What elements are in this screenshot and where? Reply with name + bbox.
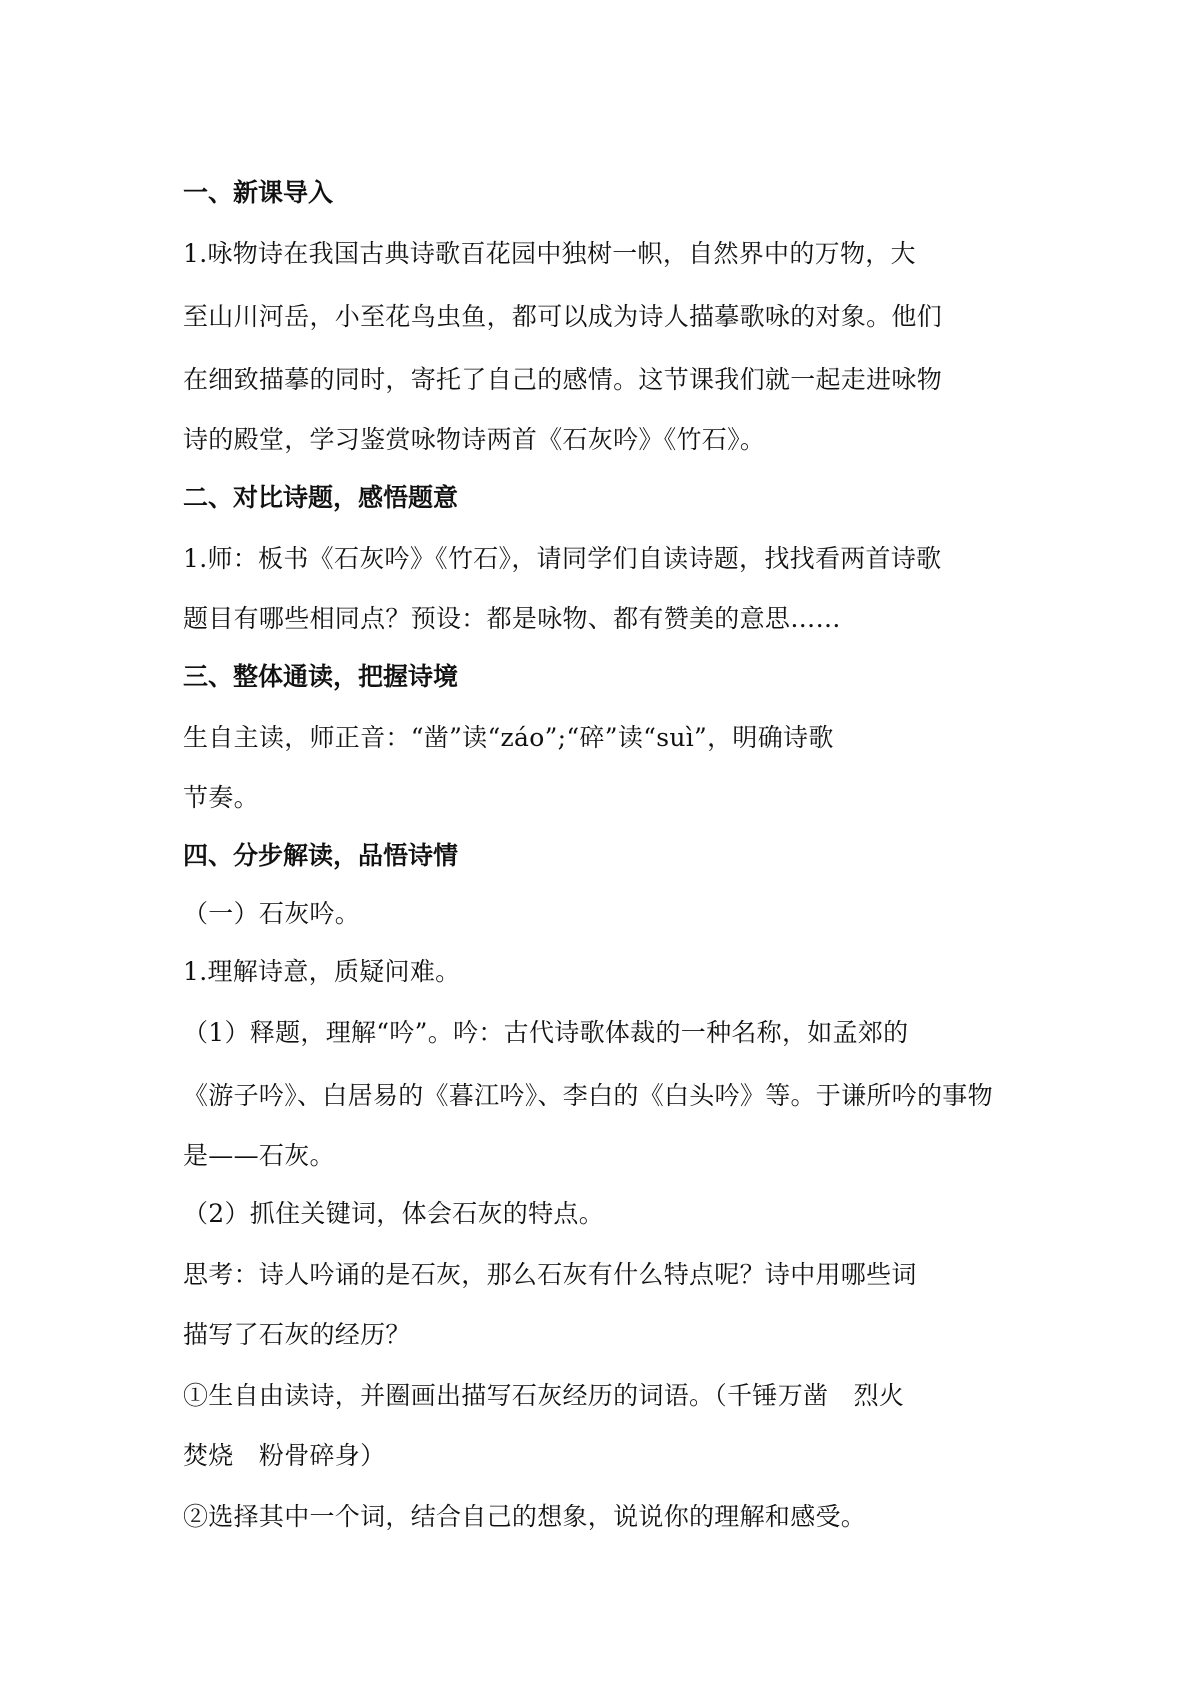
paragraph-line: 思考：诗人吟诵的是石灰，那么石灰有什么特点呢？诗中用哪些词	[183, 1260, 917, 1289]
paragraph-line: 《游子吟》、白居易的《暮江吟》、李白的《白头吟》等。于谦所吟的事物	[183, 1081, 993, 1110]
paragraph-line: 生自主读，师正音：“凿”读“záo”;“碎”读“suì”，明确诗歌	[183, 723, 834, 752]
section-heading-1: 一、新课导入	[183, 178, 334, 207]
section-heading-3: 三、整体通读，把握诗境	[183, 662, 459, 691]
subsection-title: （一）石灰吟。	[183, 899, 361, 928]
paragraph-line: （1）释题，理解“吟”。吟：古代诗歌体裁的一种名称，如孟郊的	[183, 1018, 909, 1047]
paragraph-line: 描写了石灰的经历？	[183, 1320, 411, 1349]
paragraph-line: 1.理解诗意，质疑问难。	[183, 957, 461, 986]
paragraph-line: 在细致描摹的同时，寄托了自己的感情。这节课我们就一起走进咏物	[183, 365, 943, 394]
paragraph-line: 焚烧 粉骨碎身）	[183, 1441, 386, 1470]
document-content	[183, 164, 1013, 1548]
paragraph-line: （2）抓住关键词，体会石灰的特点。	[183, 1199, 605, 1228]
paragraph-line: 节奏。	[183, 783, 259, 812]
paragraph-line: 1.咏物诗在我国古典诗歌百花园中独树一帜，自然界中的万物，大	[183, 239, 916, 268]
paragraph-line: 题目有哪些相同点？预设：都是咏物、都有赞美的意思……	[183, 604, 841, 633]
section-heading-2: 二、对比诗题，感悟题意	[183, 483, 459, 512]
paragraph-line: ①生自由读诗，并圈画出描写石灰经历的词语。（千锤万凿 烈火	[183, 1381, 905, 1410]
paragraph-line: 至山川河岳，小至花鸟虫鱼，都可以成为诗人描摹歌咏的对象。他们	[183, 302, 943, 331]
section-heading-4: 四、分步解读，品悟诗情	[183, 841, 459, 870]
paragraph-line: 是——石灰。	[183, 1141, 335, 1170]
paragraph-line: ②选择其中一个词，结合自己的想象，说说你的理解和感受。	[183, 1502, 867, 1531]
paragraph-line: 诗的殿堂，学习鉴赏咏物诗两首《石灰吟》《竹石》。	[183, 425, 766, 454]
paragraph-line: 1.师：板书《石灰吟》《竹石》，请同学们自读诗题，找找看两首诗歌	[183, 544, 942, 573]
